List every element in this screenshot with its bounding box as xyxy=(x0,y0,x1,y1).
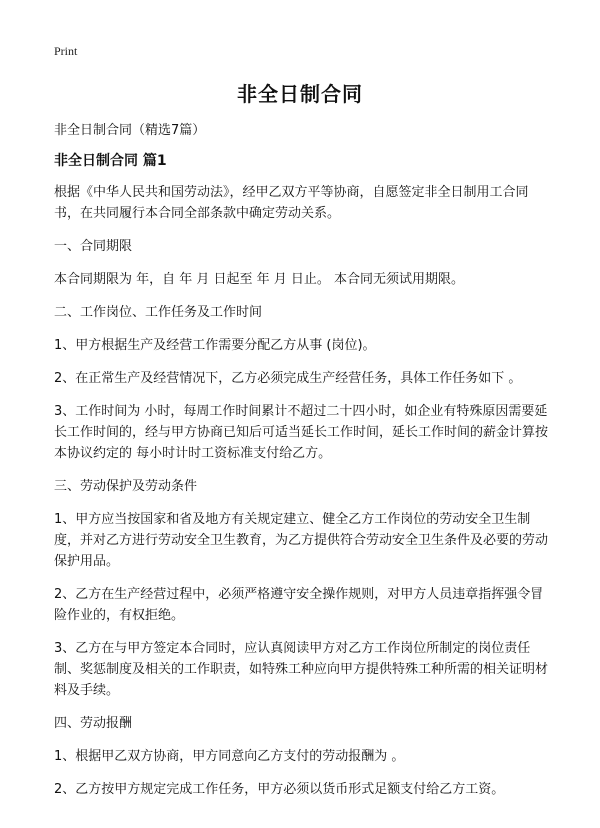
paragraph-term: 本合同期限为 年，自 年 月 日起至 年 月 日止。 本合同无须试用期限。 xyxy=(54,272,465,287)
paragraph-protection-3: 3、乙方在与甲方签定本合同时，应认真阅读甲方对乙方工作岗位所制定的岗位责任制、奖惩制度及相关的工作职责，如特殊工种应向甲方提供特殊工种所需的相关证明材料及手续。 xyxy=(54,641,549,698)
print-link[interactable]: Print xyxy=(54,44,78,58)
paragraph-job-3: 3、工作时间为 小时，每周工作时间累计不超过二十四小时，如企业有特殊原因需要延 长工作时间的，经与甲方协商已知后可适当延长工作时间，延长工作时间的薪金计算按本协议约定的 每小时计时工资标准支付给乙方。 xyxy=(54,404,549,461)
heading-job-position: 二、工作岗位、工作任务及工作时间 xyxy=(54,305,263,320)
heading-contract-term: 一、合同期限 xyxy=(54,239,133,254)
heading-remuneration: 四、劳动报酬 xyxy=(54,716,133,731)
paragraph-job-2: 2、在正常生产及经营情况下，乙方必须完成生产经营任务，具体工作任务如下 。 xyxy=(54,371,522,386)
paragraph-intro: 根据《中华人民共和国劳动法》，经甲乙双方平等协商，自愿签定非全日制用工合同书，在共同履行本合同全部条款中确定劳动关系。 xyxy=(54,185,529,221)
document-subtitle: 非全日制合同（精选7篇） xyxy=(54,123,206,138)
heading-labor-protection: 三、劳动保护及劳动条件 xyxy=(54,479,198,494)
document-title: 非全日制合同 xyxy=(237,82,363,106)
section-title: 非全日制合同 篇1 xyxy=(54,153,167,169)
document-body xyxy=(54,120,550,812)
paragraph-job-1: 1、甲方根据生产及经营工作需要分配乙方从事 (岗位)。 xyxy=(54,338,376,353)
paragraph-remuneration-2: 2、乙方按甲方规定完成工作任务，甲方必须以货币形式足额支付给乙方工资。 xyxy=(54,782,505,797)
paragraph-protection-1: 1、甲方应当按国家和省及地方有关规定建立、健全乙方工作岗位的劳动安全卫生制度，并对乙方进行劳动安全卫生教育，为乙方提供符合劳动安全卫生条件及必要的劳动保护用品。 xyxy=(54,512,549,569)
paragraph-protection-2: 2、乙方在生产经营过程中，必须严格遵守安全操作规则，对甲方人员违章指挥强令冒险作业的，有权拒绝。 xyxy=(54,587,544,623)
paragraph-remuneration-1: 1、根据甲乙双方协商，甲方同意向乙方支付的劳动报酬为 。 xyxy=(54,749,405,764)
